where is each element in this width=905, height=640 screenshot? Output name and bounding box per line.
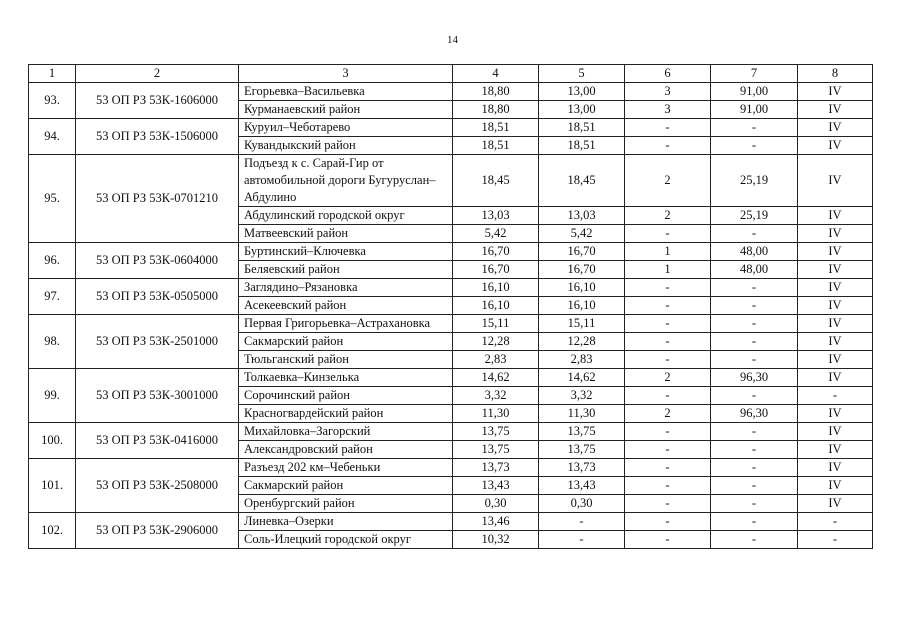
header-cell: 4 — [453, 65, 539, 83]
road-code-cell: 53 ОП РЗ 53К-0416000 — [76, 423, 239, 459]
table-row — [29, 315, 873, 333]
col4-cell: 10,32 — [453, 531, 539, 549]
road-name-cell: Сорочинский район — [239, 387, 453, 405]
road-name-cell: Заглядино–Рязановка — [239, 279, 453, 297]
col6-cell: 3 — [625, 101, 711, 119]
table-row — [29, 119, 873, 137]
table-row — [29, 513, 873, 531]
col7-cell: - — [711, 333, 798, 351]
col7-cell: - — [711, 351, 798, 369]
col7-cell: - — [711, 225, 798, 243]
header-cell: 3 — [239, 65, 453, 83]
road-code-cell: 53 ОП РЗ 53К-0701210 — [76, 155, 239, 243]
col6-cell: - — [625, 279, 711, 297]
table-row — [29, 83, 873, 101]
col8-cell: IV — [798, 261, 873, 279]
header-cell: 1 — [29, 65, 76, 83]
road-name-cell: Разъезд 202 км–Чебеньки — [239, 459, 453, 477]
col7-cell: 91,00 — [711, 83, 798, 101]
col6-cell: - — [625, 315, 711, 333]
col5-cell: 18,51 — [539, 137, 625, 155]
header-cell: 8 — [798, 65, 873, 83]
col6-cell: - — [625, 137, 711, 155]
col6-cell: - — [625, 387, 711, 405]
row-number-cell: 101. — [29, 459, 76, 513]
col5-cell: 18,51 — [539, 119, 625, 137]
col7-cell: - — [711, 477, 798, 495]
col8-cell: IV — [798, 119, 873, 137]
col4-cell: 5,42 — [453, 225, 539, 243]
road-code-cell: 53 ОП РЗ 53К-2906000 — [76, 513, 239, 549]
road-name-cell: Тюльганский район — [239, 351, 453, 369]
col7-cell: - — [711, 441, 798, 459]
header-cell: 6 — [625, 65, 711, 83]
col8-cell: IV — [798, 351, 873, 369]
col6-cell: - — [625, 333, 711, 351]
col4-cell: 16,10 — [453, 297, 539, 315]
col7-cell: - — [711, 119, 798, 137]
road-name-cell: Асекеевский район — [239, 297, 453, 315]
col6-cell: - — [625, 225, 711, 243]
road-name-cell: Сакмарский район — [239, 477, 453, 495]
col6-cell: - — [625, 477, 711, 495]
col4-cell: 18,51 — [453, 137, 539, 155]
col7-cell: 25,19 — [711, 155, 798, 207]
col8-cell: IV — [798, 405, 873, 423]
table-row — [29, 369, 873, 387]
header-cell: 7 — [711, 65, 798, 83]
col8-cell: IV — [798, 155, 873, 207]
col6-cell: 1 — [625, 261, 711, 279]
col5-cell: 13,75 — [539, 441, 625, 459]
table-row — [29, 423, 873, 441]
col4-cell: 0,30 — [453, 495, 539, 513]
col5-cell: 5,42 — [539, 225, 625, 243]
col7-cell: - — [711, 459, 798, 477]
col8-cell: IV — [798, 423, 873, 441]
col8-cell: IV — [798, 495, 873, 513]
col5-cell: 16,70 — [539, 243, 625, 261]
col4-cell: 11,30 — [453, 405, 539, 423]
col4-cell: 16,10 — [453, 279, 539, 297]
col8-cell: - — [798, 513, 873, 531]
col4-cell: 2,83 — [453, 351, 539, 369]
col7-cell: - — [711, 513, 798, 531]
col6-cell: - — [625, 119, 711, 137]
col6-cell: - — [625, 351, 711, 369]
road-name-cell: Оренбургский район — [239, 495, 453, 513]
col7-cell: 91,00 — [711, 101, 798, 119]
road-name-cell: Подъезд к с. Сарай-Гир от автомобильной дороги Бугуруслан–Абдулино — [239, 155, 453, 207]
row-number-cell: 102. — [29, 513, 76, 549]
col7-cell: - — [711, 297, 798, 315]
col6-cell: 2 — [625, 207, 711, 225]
header-cell: 2 — [76, 65, 239, 83]
col8-cell: IV — [798, 441, 873, 459]
col5-cell: 11,30 — [539, 405, 625, 423]
col7-cell: - — [711, 423, 798, 441]
col7-cell: - — [711, 387, 798, 405]
col7-cell: - — [711, 531, 798, 549]
col8-cell: - — [798, 387, 873, 405]
col8-cell: IV — [798, 315, 873, 333]
col5-cell: 18,45 — [539, 155, 625, 207]
col5-cell: - — [539, 531, 625, 549]
col4-cell: 18,80 — [453, 101, 539, 119]
col8-cell: IV — [798, 297, 873, 315]
row-number-cell: 100. — [29, 423, 76, 459]
table-row — [29, 459, 873, 477]
col5-cell: 13,00 — [539, 83, 625, 101]
table-row — [29, 243, 873, 261]
road-code-cell: 53 ОП РЗ 53К-0505000 — [76, 279, 239, 315]
row-number-cell: 99. — [29, 369, 76, 423]
col6-cell: 2 — [625, 369, 711, 387]
col4-cell: 13,03 — [453, 207, 539, 225]
col8-cell: IV — [798, 207, 873, 225]
col4-cell: 3,32 — [453, 387, 539, 405]
road-name-cell: Буртинский–Ключевка — [239, 243, 453, 261]
col5-cell: 13,00 — [539, 101, 625, 119]
table-row — [29, 279, 873, 297]
col6-cell: - — [625, 531, 711, 549]
col8-cell: IV — [798, 333, 873, 351]
row-number-cell: 95. — [29, 155, 76, 243]
table-row — [29, 155, 873, 207]
col5-cell: - — [539, 513, 625, 531]
col6-cell: 3 — [625, 83, 711, 101]
road-code-cell: 53 ОП РЗ 53К-2501000 — [76, 315, 239, 369]
col4-cell: 13,43 — [453, 477, 539, 495]
road-name-cell: Линевка–Озерки — [239, 513, 453, 531]
col4-cell: 16,70 — [453, 261, 539, 279]
road-code-cell: 53 ОП РЗ 53К-3001000 — [76, 369, 239, 423]
col7-cell: 48,00 — [711, 261, 798, 279]
col5-cell: 16,70 — [539, 261, 625, 279]
col7-cell: - — [711, 137, 798, 155]
row-number-cell: 94. — [29, 119, 76, 155]
col4-cell: 13,75 — [453, 423, 539, 441]
road-code-cell: 53 ОП РЗ 53К-0604000 — [76, 243, 239, 279]
road-name-cell: Кувандыкский район — [239, 137, 453, 155]
page-number: 14 — [447, 34, 458, 46]
road-code-cell: 53 ОП РЗ 53К-1506000 — [76, 119, 239, 155]
header-row — [29, 65, 873, 83]
road-name-cell: Беляевский район — [239, 261, 453, 279]
col8-cell: IV — [798, 225, 873, 243]
col5-cell: 3,32 — [539, 387, 625, 405]
roads-table — [28, 64, 873, 549]
col4-cell: 16,70 — [453, 243, 539, 261]
col4-cell: 13,73 — [453, 459, 539, 477]
col5-cell: 2,83 — [539, 351, 625, 369]
row-number-cell: 98. — [29, 315, 76, 369]
row-number-cell: 97. — [29, 279, 76, 315]
col5-cell: 13,75 — [539, 423, 625, 441]
col5-cell: 16,10 — [539, 279, 625, 297]
col8-cell: IV — [798, 369, 873, 387]
col6-cell: - — [625, 459, 711, 477]
road-name-cell: Первая Григорьевка–Астрахановка — [239, 315, 453, 333]
col8-cell: IV — [798, 83, 873, 101]
col7-cell: 96,30 — [711, 369, 798, 387]
col8-cell: IV — [798, 279, 873, 297]
col8-cell: IV — [798, 477, 873, 495]
col7-cell: - — [711, 315, 798, 333]
col4-cell: 12,28 — [453, 333, 539, 351]
col6-cell: - — [625, 441, 711, 459]
col4-cell: 14,62 — [453, 369, 539, 387]
col7-cell: - — [711, 279, 798, 297]
col6-cell: - — [625, 513, 711, 531]
road-name-cell: Александровский район — [239, 441, 453, 459]
col8-cell: IV — [798, 101, 873, 119]
table-header — [29, 65, 873, 83]
col6-cell: 1 — [625, 243, 711, 261]
col7-cell: 25,19 — [711, 207, 798, 225]
road-name-cell: Куруил–Чеботарево — [239, 119, 453, 137]
col6-cell: 2 — [625, 155, 711, 207]
col4-cell: 18,51 — [453, 119, 539, 137]
col5-cell: 15,11 — [539, 315, 625, 333]
road-name-cell: Соль-Илецкий городской округ — [239, 531, 453, 549]
col5-cell: 16,10 — [539, 297, 625, 315]
road-code-cell: 53 ОП РЗ 53К-1606000 — [76, 83, 239, 119]
col6-cell: - — [625, 423, 711, 441]
header-cell: 5 — [539, 65, 625, 83]
road-name-cell: Матвеевский район — [239, 225, 453, 243]
row-number-cell: 93. — [29, 83, 76, 119]
road-name-cell: Красногвардейский район — [239, 405, 453, 423]
col7-cell: 48,00 — [711, 243, 798, 261]
col5-cell: 13,43 — [539, 477, 625, 495]
road-name-cell: Абдулинский городской округ — [239, 207, 453, 225]
col4-cell: 13,46 — [453, 513, 539, 531]
col5-cell: 13,03 — [539, 207, 625, 225]
road-name-cell: Михайловка–Загорский — [239, 423, 453, 441]
col8-cell: IV — [798, 137, 873, 155]
col5-cell: 14,62 — [539, 369, 625, 387]
col4-cell: 15,11 — [453, 315, 539, 333]
col7-cell: 96,30 — [711, 405, 798, 423]
road-code-cell: 53 ОП РЗ 53К-2508000 — [76, 459, 239, 513]
col6-cell: - — [625, 297, 711, 315]
col6-cell: - — [625, 495, 711, 513]
col5-cell: 13,73 — [539, 459, 625, 477]
col6-cell: 2 — [625, 405, 711, 423]
road-name-cell: Толкаевка–Кинзелька — [239, 369, 453, 387]
road-name-cell: Егорьевка–Васильевка — [239, 83, 453, 101]
col7-cell: - — [711, 495, 798, 513]
col4-cell: 18,80 — [453, 83, 539, 101]
col4-cell: 13,75 — [453, 441, 539, 459]
table-body — [29, 83, 873, 549]
road-name-cell: Курманаевский район — [239, 101, 453, 119]
col8-cell: - — [798, 531, 873, 549]
col8-cell: IV — [798, 243, 873, 261]
col5-cell: 12,28 — [539, 333, 625, 351]
row-number-cell: 96. — [29, 243, 76, 279]
col5-cell: 0,30 — [539, 495, 625, 513]
col4-cell: 18,45 — [453, 155, 539, 207]
col8-cell: IV — [798, 459, 873, 477]
road-name-cell: Сакмарский район — [239, 333, 453, 351]
